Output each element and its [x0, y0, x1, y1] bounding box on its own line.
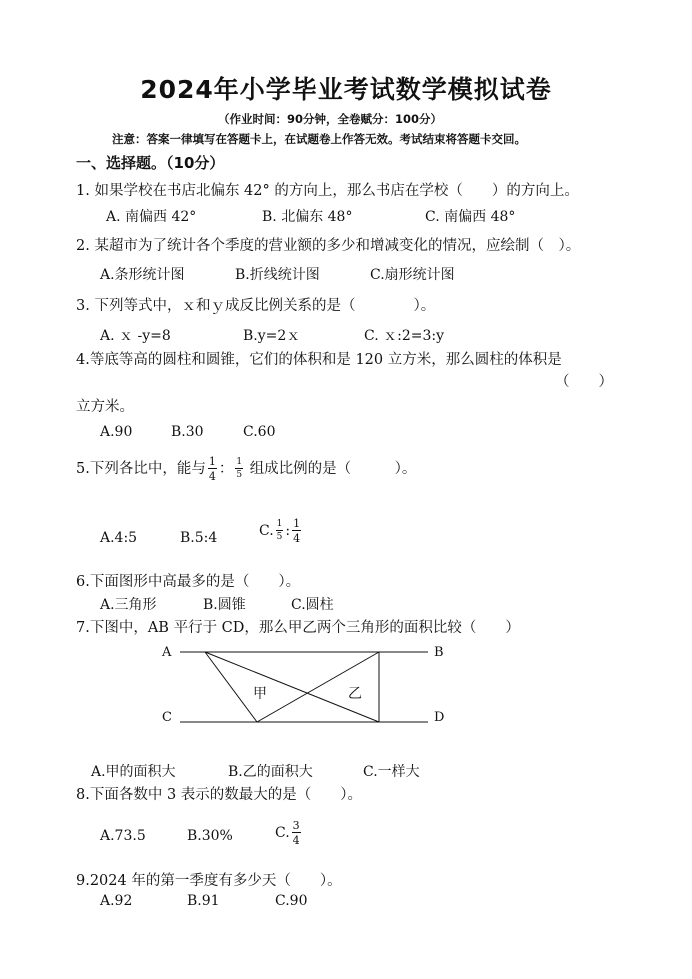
q5-fraction-2 — [235, 458, 243, 480]
q5-c-fraction-2 — [292, 518, 301, 544]
q4-unit: 立方米。 — [76, 399, 134, 415]
q2-option-a: A.条形统计图 — [100, 267, 185, 283]
q5-option-a: A.4:5 — [100, 530, 138, 546]
q5-f2-num: 1 — [236, 457, 243, 467]
label-yi: 乙 — [348, 686, 362, 702]
section-heading: 一、选择题。（10分） — [76, 154, 225, 172]
label-jia: 甲 — [253, 686, 267, 702]
question-1: 1. 如果学校在书店北偏东 42° 的方向上，那么书店在学校（ ）的方向上。 — [76, 183, 579, 199]
q5-c-fraction-1 — [276, 520, 284, 542]
label-b: B — [434, 645, 444, 660]
q6-option-a: A.三角形 — [100, 597, 157, 613]
q6-option-c: C.圆柱 — [291, 597, 334, 613]
q3-option-c: C. ｘ:2=3:y — [364, 328, 445, 344]
q8-c-prefix: C. — [275, 825, 290, 841]
q8-c-fraction — [292, 820, 301, 846]
q2-option-c: C.扇形统计图 — [370, 267, 455, 283]
q4-option-b: B.30 — [171, 424, 204, 440]
q5-c-f2-den: 4 — [293, 532, 301, 545]
q5-f1-den: 4 — [208, 470, 216, 483]
q5-prefix: 5.下列各比中，能与 — [76, 461, 206, 477]
question-8: 8.下面各数中 3 表示的数最大的是（ ）。 — [76, 787, 363, 803]
q9-option-a: A.92 — [100, 893, 133, 909]
label-d: D — [434, 710, 445, 725]
label-c: C — [162, 710, 172, 725]
q1-option-b: B. 北偏东 48° — [262, 209, 353, 225]
q8-option-c — [275, 820, 303, 846]
q1-option-a: A. 南偏西 42° — [106, 209, 197, 225]
q8-c-num: 3 — [292, 819, 300, 832]
notice: 注意：答案一律填写在答题卡上，在试题卷上作答无效。考试结束将答题卡交回。 — [112, 132, 526, 146]
q7-option-c: C.一样大 — [363, 764, 420, 780]
page-title: 2024年小学毕业考试数学模拟试卷 — [140, 75, 552, 104]
q4-option-c: C.60 — [243, 424, 276, 440]
question-5 — [76, 456, 416, 482]
question-3: 3. 下列等式中，ｘ和ｙ成反比例关系的是（ ）。 — [76, 298, 436, 314]
question-7: 7.下图中，AB 平行于 CD，那么甲乙两个三角形的面积比较（ ） — [76, 620, 520, 636]
q5-suffix: 组成比例的是（ ）。 — [249, 461, 417, 477]
q5-fraction-1 — [208, 456, 217, 482]
parallel-lines-diagram — [150, 638, 460, 733]
q4-option-a: A.90 — [100, 424, 133, 440]
label-a: A — [162, 645, 172, 660]
q8-c-den: 4 — [292, 834, 300, 847]
q5-f2-den: 5 — [236, 470, 243, 480]
q3-option-a: A. ｘ -y=8 — [100, 328, 171, 344]
q5-c-f1-den: 5 — [276, 532, 283, 542]
q1-option-c: C. 南偏西 48° — [425, 209, 516, 225]
question-2: 2. 某超市为了统计各个季度的营业额的多少和增减变化的情况，应绘制（ ）。 — [76, 238, 581, 254]
q8-option-b: B.30% — [187, 828, 233, 844]
question-9: 9.2024 年的第一季度有多少天（ ）。 — [76, 873, 342, 889]
question-6: 6.下面图形中高最多的是（ ）。 — [76, 574, 301, 590]
q9-option-b: B.91 — [187, 893, 220, 909]
q3-option-b: B.y=2ｘ — [243, 328, 301, 344]
q9-option-c: C.90 — [275, 893, 308, 909]
q2-option-b: B.折线统计图 — [235, 267, 320, 283]
q6-option-b: B.圆锥 — [203, 597, 246, 613]
q4-answer-paren: （ ） — [555, 374, 613, 390]
q5-f1-num: 1 — [208, 455, 216, 468]
q5-colon: ： — [218, 461, 234, 477]
q5-c-f2-num: 1 — [293, 517, 301, 530]
q8-option-a: A.73.5 — [100, 828, 146, 844]
q5-c-prefix: C. — [259, 523, 274, 539]
q7-option-b: B.乙的面积大 — [228, 764, 313, 780]
q5-c-colon: : — [285, 523, 291, 539]
q5-option-c — [259, 518, 303, 544]
time-info: （作业时间：90分钟，全卷赋分：100分） — [218, 112, 443, 126]
question-4: 4.等底等高的圆柱和圆锥，它们的体积和是 120 立方米，那么圆柱的体积是 — [76, 352, 562, 368]
q5-option-b: B.5:4 — [180, 530, 218, 546]
q5-c-f1-num: 1 — [276, 519, 283, 529]
q7-option-a: A.甲的面积大 — [91, 764, 176, 780]
